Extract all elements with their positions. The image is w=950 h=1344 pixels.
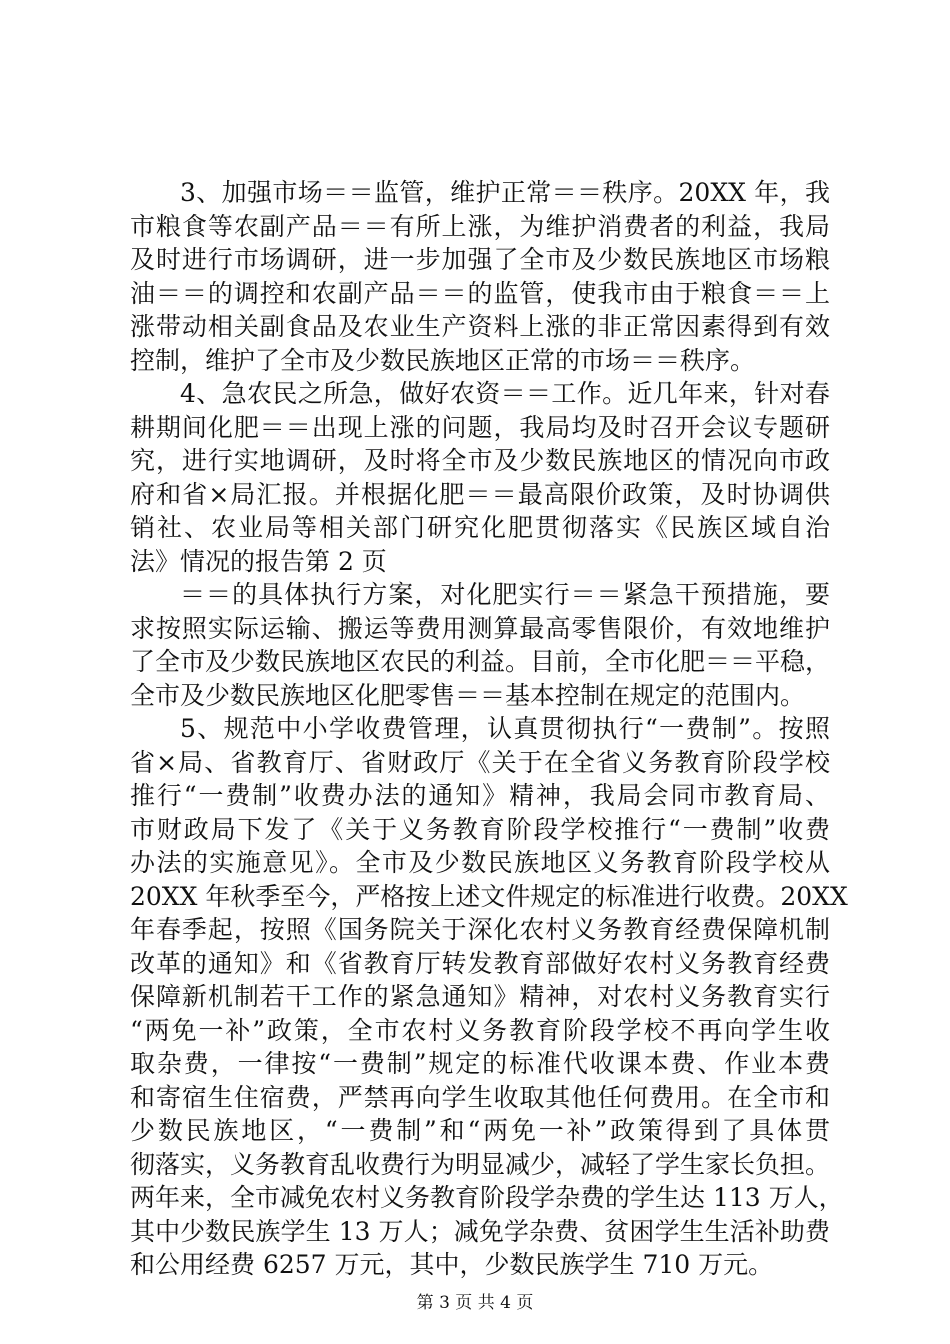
- text-line: 全市及少数民族地区化肥零售＝＝基本控制在规定的范围内。: [130, 680, 806, 710]
- text-line: 改革的通知》和《省教育厅转发教育部做好农村义务教育经费: [130, 948, 830, 978]
- text-line: 其中少数民族学生 13 万人；减免学杂费、贫困学生生活补助费: [130, 1216, 830, 1246]
- text-line: 府和省×局汇报。并根据化肥＝＝最高限价政策，及时协调供: [130, 479, 830, 509]
- text-line: 彻落实，义务教育乱收费行为明显减少，减轻了学生家长负担。: [130, 1149, 831, 1179]
- body-text: [130, 176, 848, 1282]
- text-line: ＝＝的具体执行方案，对化肥实行＝＝紧急干预措施，要: [180, 580, 830, 609]
- text-line: 法》情况的报告第 2 页: [130, 546, 387, 576]
- page-number: 第 3 页 共 4 页: [416, 1293, 534, 1313]
- text-line: 及时进行市场调研，进一步加强了全市及少数民族地区市场粮: [130, 245, 830, 274]
- text-line: “两免一补”政策，全市农村义务教育阶段学校不再向学生收: [130, 1015, 830, 1045]
- text-line: 推行“一费制”收费办法的通知》精神，我局会同市教育局、: [130, 781, 830, 810]
- text-line: 和寄宿生住宿费，严禁再向学生收取其他任何费用。在全市和: [130, 1082, 830, 1112]
- text-line: 办法的实施意见》。全市及少数民族地区义务教育阶段学校从: [130, 848, 830, 877]
- text-line: 两年来，全市减免农村义务教育阶段学杂费的学生达 113 万人，: [130, 1183, 844, 1212]
- text-line: 省×局、省教育厅、省财政厅《关于在全省义务教育阶段学校: [130, 747, 830, 777]
- text-line: 年春季起，按照《国务院关于深化农村义务教育经费保障机制: [130, 915, 830, 944]
- text-line: 市财政局下发了《关于义务教育阶段学校推行“一费制”收费: [130, 814, 830, 844]
- text-line: 市粮食等农副产品＝＝有所上涨，为维护消费者的利益，我局: [130, 211, 830, 241]
- text-line: 20XX 年秋季至今，严格按上述文件规定的标准进行收费。20XX: [130, 881, 848, 911]
- text-line: 销社、农业局等相关部门研究化肥贯彻落实《民族区域自治: [130, 513, 830, 542]
- text-line: 保障新机制若干工作的紧急通知》精神，对农村义务教育实行: [130, 982, 830, 1011]
- text-line: 取杂费，一律按“一费制”规定的标准代收课本费、作业本费: [130, 1049, 830, 1078]
- text-line: 了全市及少数民族地区农民的利益。目前，全市化肥＝＝平稳，: [130, 647, 831, 676]
- text-line: 5、规范中小学收费管理，认真贯彻执行“一费制”。按照: [180, 714, 830, 743]
- text-line: 耕期间化肥＝＝出现上涨的问题，我局均及时召开会议专题研: [130, 412, 830, 442]
- text-line: 3、加强市场＝＝监管，维护正常＝＝秩序。20XX 年，我: [180, 178, 830, 207]
- text-line: 涨带动相关副食品及农业生产资料上涨的非正常因素得到有效: [130, 312, 830, 341]
- text-line: 求按照实际运输、搬运等费用测算最高零售限价，有效地维护: [130, 613, 830, 643]
- text-line: 油＝＝的调控和农副产品＝＝的监管，使我市由于粮食＝＝上: [130, 278, 830, 308]
- text-line: 究，进行实地调研，及时将全市及少数民族地区的情况向市政: [130, 446, 830, 475]
- page-footer: [0, 1293, 950, 1313]
- text-line: 4、急农民之所急，做好农资＝＝工作。近几年来，针对春: [180, 379, 830, 408]
- text-line: 控制，维护了全市及少数民族地区正常的市场＝＝秩序。: [130, 345, 756, 375]
- text-line: 少数民族地区，“一费制”和“两免一补”政策得到了具体贯: [130, 1116, 830, 1145]
- text-line: 和公用经费 6257 万元，其中，少数民族学生 710 万元。: [130, 1250, 774, 1279]
